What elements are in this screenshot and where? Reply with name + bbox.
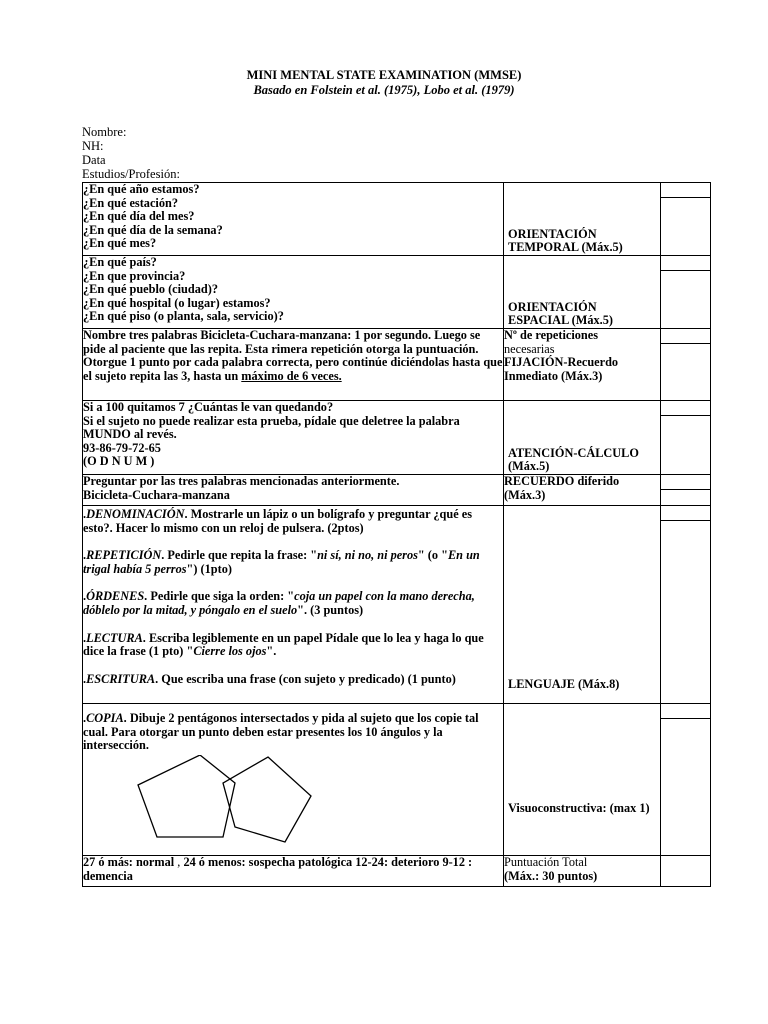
recuerdo-line: Bicicleta-Cuchara-manzana	[83, 487, 230, 502]
question: ¿En qué día de la semana?	[83, 222, 223, 237]
orientacion-temporal-label-1: ORIENTACIÓN	[508, 226, 597, 241]
question: ¿En que provincia?	[83, 268, 186, 283]
score-cell-total[interactable]	[661, 856, 711, 887]
total-separator: ,	[174, 855, 184, 869]
score-cell-lenguaje[interactable]	[661, 506, 711, 704]
atencion-text	[83, 401, 504, 475]
question: ¿En qué pueblo (ciudad)?	[83, 282, 218, 297]
mmse-table	[82, 182, 711, 887]
atencion-label-cell	[504, 401, 661, 475]
question: ¿En qué mes?	[83, 236, 157, 251]
ordenes-quote: coja un papel con la mano derecha, dóblelo por la mitad, y póngalo en el suelo	[83, 589, 475, 617]
repeticion-text: ") (1pto)	[186, 561, 232, 576]
repeticion-quote: ni sí, ni no, ni peros	[317, 548, 418, 563]
document-subtitle: Basado en Folstein et al. (1975), Lobo et al. (1979)	[253, 83, 515, 97]
ordenes-text: . Pedirle que siga la orden: "	[144, 589, 295, 604]
total-label-2: (Máx.: 30 puntos)	[504, 868, 598, 883]
repeticion-title: REPETICIÓN	[86, 548, 162, 563]
lectura-text: . Escriba legiblemente en un papel Pídale que lo lea y haga lo que dice la frase (1 pto) "	[83, 630, 484, 659]
orientacion-espacial-questions	[83, 256, 504, 329]
question: ¿En qué país?	[83, 255, 157, 269]
question: ¿En qué hospital (o lugar) estamos?	[83, 295, 271, 310]
ordenes-text: ". (3 puntos)	[297, 602, 364, 617]
total-label-cell	[504, 856, 661, 887]
lectura-text: ".	[266, 644, 277, 659]
row-total	[83, 856, 711, 887]
fijacion-label-1: Nº de repeticiones	[504, 328, 598, 342]
orientacion-espacial-label-1: ORIENTACIÓN	[508, 299, 597, 314]
atencion-line: 93-86-79-72-65	[83, 440, 161, 455]
escritura-item: .ESCRITURA. Que escriba una frase (con sujeto y predicado) (1 punto)	[83, 671, 456, 686]
denominacion-text: . Mostrarle un lápiz o un bolígrafo y preguntar ¿qué es esto?. Hacer lo mismo con un reloj de pulsera. (2ptos)	[83, 507, 472, 535]
score-cell-copia[interactable]	[661, 704, 711, 856]
escritura-title: ESCRITURA	[86, 671, 156, 686]
copia-text-body: . Dibuje 2 pentágonos intersectados y pida al sujeto que los copie tal cual. Para otorgar un punto deben estar presentes los 10 ángulos y la intersección.	[83, 711, 479, 753]
intersecting-pentagons-figure	[135, 755, 335, 847]
denominacion-title: DENOMINACIÓN	[86, 507, 185, 521]
fijacion-label-2: necesarias	[504, 341, 555, 356]
score-stub	[661, 256, 710, 271]
orientacion-temporal-label-2: TEMPORAL (Máx.5)	[508, 240, 623, 255]
row-orientacion-espacial	[83, 256, 711, 329]
orientacion-espacial-label-2: ESPACIAL (Máx.5)	[508, 313, 613, 328]
field-data: Data	[82, 153, 106, 167]
field-nh: NH:	[82, 139, 104, 153]
row-orientacion-temporal	[83, 183, 711, 256]
lectura-title: LECTURA	[86, 630, 143, 645]
fijacion-label-3: FIJACIÓN-Recuerdo	[504, 355, 619, 370]
score-cell-recuerdo[interactable]	[661, 475, 711, 506]
atencion-line: Si el sujeto no puede realizar esta prueba, pídale que deletree la palabra MUNDO al revés.	[83, 413, 460, 442]
pentagon-right	[223, 757, 311, 842]
score-cell-temporal[interactable]	[661, 183, 711, 256]
fijacion-label-cell	[504, 329, 661, 401]
question: ¿En qué piso (o planta, sala, servicio)?	[83, 309, 284, 324]
patient-fields	[82, 125, 180, 181]
orientacion-espacial-label-cell	[504, 256, 661, 329]
repeticion-item: .REPETICIÓN. Pedirle que repita la frase: "ni sí, ni no, ni peros" (o "En un trigal había 5 perros") (1pto)	[83, 548, 480, 576]
recuerdo-line: Preguntar por las tres palabras mencionadas anteriormente.	[83, 474, 400, 488]
recuerdo-label-1: RECUERDO diferido	[504, 474, 620, 488]
fijacion-max-note: máximo de 6 veces.	[241, 368, 342, 383]
atencion-label-2: (Máx.5)	[508, 459, 550, 474]
atencion-line: (O D N U M )	[83, 454, 155, 469]
ordenes-item: .ÓRDENES. Pedirle que siga la orden: "coja un papel con la mano derecha, dóblelo por la mitad, y póngalo en el suelo". (3 puntos)	[83, 589, 475, 617]
copia-title: COPIA	[86, 711, 124, 725]
total-normal: 27 ó más: normal	[83, 855, 175, 869]
lectura-quote: Cierre los ojos	[193, 644, 267, 659]
score-cell-atencion[interactable]	[661, 401, 711, 475]
repeticion-text: . Pedirle que repita la frase: "	[161, 548, 318, 563]
score-stub	[661, 329, 710, 344]
repeticion-text: " (o "	[417, 548, 448, 563]
fijacion-label-4: Inmediato (Máx.3)	[504, 368, 603, 383]
row-fijacion	[83, 329, 711, 401]
total-text	[83, 856, 504, 887]
copia-label: Visuoconstructiva: (max 1)	[508, 801, 650, 816]
document-title: MINI MENTAL STATE EXAMINATION (MMSE)	[246, 68, 522, 82]
question: ¿En qué día del mes?	[83, 209, 195, 224]
orientacion-temporal-questions	[83, 183, 504, 256]
total-ranges: 24 ó menos: sospecha patológica 12-24: deterioro 9-12 : demencia	[83, 855, 473, 883]
row-lenguaje	[83, 506, 711, 704]
row-copia	[83, 704, 711, 856]
copia-instructions: .COPIA. Dibuje 2 pentágonos intersectados y pida al sujeto que los copie tal cual. Para otorgar un punto deben estar presentes los 10 ángulos y la intersección.	[83, 711, 479, 753]
fijacion-instructions: Nombre tres palabras Bicicleta-Cuchara-manzana: 1 por segundo. Luego se pide al paciente que las repita. Esta rimera repetición otorga la puntuación. Otorgue 1 punto por cada palabra correcta, pero continúe diciéndolas hasta que el sujeto repita las 3, hasta un	[83, 328, 503, 383]
score-cell-espacial[interactable]	[661, 256, 711, 329]
pentagon-left	[138, 755, 235, 837]
score-stub	[661, 183, 710, 198]
atencion-line: Si a 100 quitamos 7 ¿Cuántas le van quedando?	[83, 400, 334, 414]
ordenes-title: ÓRDENES	[86, 589, 145, 604]
score-stub	[661, 704, 710, 719]
lectura-item: .LECTURA. Escriba legiblemente en un papel Pídale que lo lea y haga lo que dice la frase (1 pto) "Cierre los ojos".	[83, 630, 484, 659]
copia-text	[83, 704, 504, 856]
recuerdo-label-cell	[504, 475, 661, 506]
field-estudios: Estudios/Profesión:	[82, 167, 180, 181]
lenguaje-text	[83, 506, 504, 704]
question: ¿En qué estación?	[83, 195, 178, 210]
orientacion-temporal-label-cell	[504, 183, 661, 256]
field-nombre: Nombre:	[82, 125, 127, 139]
repeticion-quote: En un trigal había 5 perros	[83, 548, 480, 576]
row-recuerdo	[83, 475, 711, 506]
row-atencion	[83, 401, 711, 475]
score-stub	[661, 475, 710, 490]
recuerdo-label-2: (Máx.3)	[504, 487, 546, 502]
denominacion-item: .DENOMINACIÓN. Mostrarle un lápiz o un bolígrafo y preguntar ¿qué es esto?. Hacer lo mismo con un reloj de pulsera. (2ptos)	[83, 507, 472, 535]
question: ¿En qué año estamos?	[83, 182, 200, 196]
lenguaje-label-cell	[504, 506, 661, 704]
total-label-1: Puntuación Total	[504, 855, 588, 869]
score-stub	[661, 506, 710, 521]
escritura-text: . Que escriba una frase (con sujeto y predicado) (1 punto)	[155, 671, 456, 686]
lenguaje-label: LENGUAJE (Máx.8)	[508, 677, 620, 692]
recuerdo-text	[83, 475, 504, 506]
score-cell-fijacion[interactable]	[661, 329, 711, 401]
fijacion-text	[83, 329, 504, 401]
score-stub	[661, 401, 710, 416]
atencion-label-1: ATENCIÓN-CÁLCULO	[508, 445, 639, 460]
copia-label-cell	[504, 704, 661, 856]
